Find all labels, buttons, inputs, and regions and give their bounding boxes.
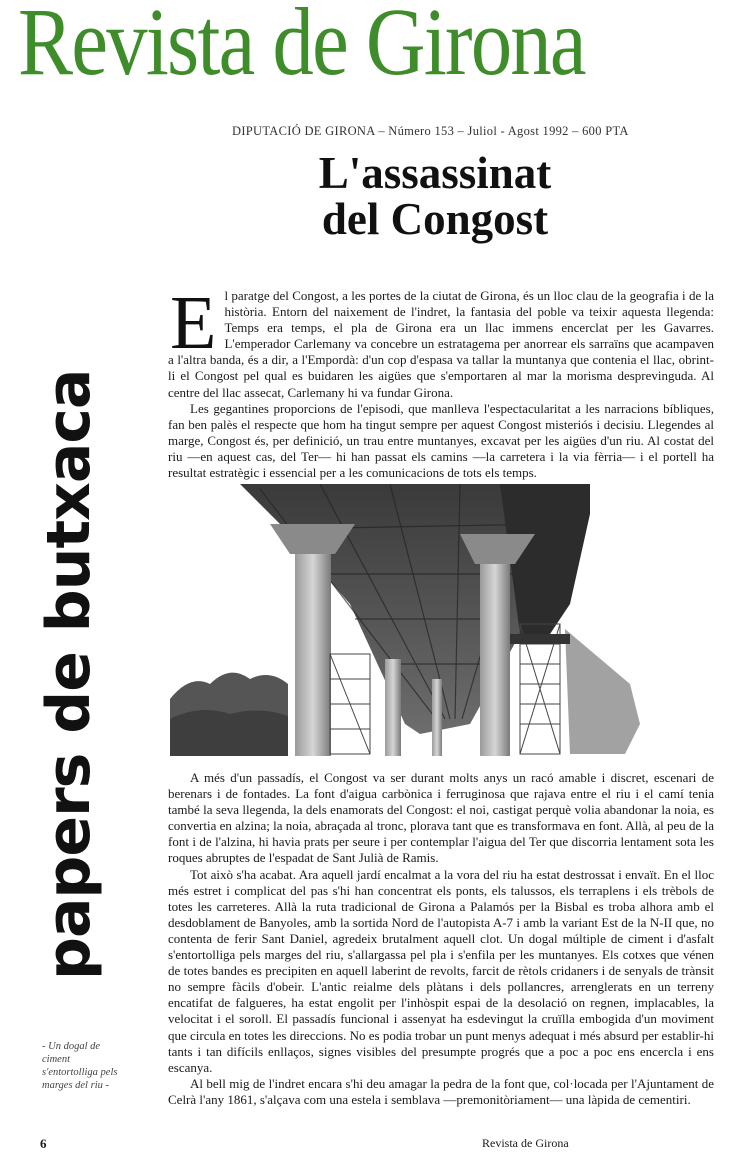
drop-cap: E [170, 281, 217, 365]
article-paragraph: Tot això s'ha acabat. Ara aquell jardí encalmat a la vora del riu ha estat destrossat i envaït. En el lloc més estret i complicat del pas s'hi han concentrat els ponts, els talussos, els terraplens i els trèbols de totes les carreteres. Allà la ruta tradicional de Girona a Palamós per la Bisbal es troba alhora amb el desdoblament de Banyoles, amb la sortida Nord de l'autopista A-7 i amb la variant Est de la N-II que, no contenta de ferir Sant Daniel, agredeix brutalment aquell clot. Un dogal múltiple de ciment i d'asfalt s'entortolliga pels marges del riu, s'allargassa pel pla i s'enfila per les muntanyes. Els cotxes que vénen de totes bandes es precipiten en aquell laberint de revolts, farcit de rètols cridaners i de senyals de trànsit no sempre fàcils d'obeir. L'antic reialme dels plàtans i dels pollancres, arrenglerats en un terreny encatifat de falgueres, ha estat engolit per l'inhòspit espai de la desolació on regnen, implacables, la velocitat i el soroll. El passadís funcional i assenyat ha esdevingut la cruïlla embogida d'un moviment que circula en totes les direccions. No es podia trobar un punt menys adequat i més absurd per establir-hi tants i tan difícils enllaços, signes visibles del presumpte progrés que a poc a poc ens encercla i ens escanya. [168, 866, 714, 1075]
footer-magazine-name: Revista de Girona [482, 1136, 569, 1150]
article-body-top [168, 281, 714, 481]
paragraph-text: l paratge del Congost, a les portes de la ciutat de Girona, és un lloc clau de la geografia i de la història. Entorn del naixement de l'indret, la fantasia del poble va teixir aquesta llegenda: Temps era temps, el pla de Girona era un llac immens encerclat per les Gavarres. L'emperador Carlemany va concebre un estratagema per anorrear els sarraïns que acampaven a l'altra banda, és a dir, a l'Empordà: d'un cop d'espasa va tallar la muntanya que contenia el llac, obrint-li el Congost pel qual es buidaren les aigües que s'emportaren al mar la morisma desprevinguda. Al centre del llac assecat, Carlemany hi va fundar Girona. [168, 288, 714, 400]
section-title: papers de butxaca [34, 369, 104, 980]
article-paragraph [168, 281, 714, 401]
headline [270, 150, 600, 242]
article-paragraph: Les gegantines proporcions de l'episodi, que manlleva l'espectacularitat a les narracions bíbliques, fan ben palès el respecte que hom ha tingut sempre per aquest Congost misteriós i decisiu. Llegendes al marge, Congost és, per definició, un trau entre muntanyes, excavat per les aigües d'un riu. Al costat del riu —en aquest cas, del Ter— hi han passat els camins —la carretera i la via fèrria— i el portell ha resultat estratègic i essencial per a les comunicacions de tots els temps. [168, 400, 714, 481]
headline-line-1: L'assassinat [318, 148, 552, 198]
page-number: 6 [40, 1136, 47, 1151]
issue-line: DIPUTACIÓ DE GIRONA – Número 153 – Juliol - Agost 1992 – 600 PTA [232, 124, 629, 138]
masthead: Revista de Girona [18, 0, 585, 95]
headline-line-2: del Congost [321, 194, 549, 244]
bridge-photo [170, 484, 650, 756]
article-paragraph: Al bell mig de l'indret encara s'hi deu amagar la pedra de la font que, col·locada per l'Ajuntament de Celrà l'any 1861, s'alçava com una estela i semblava —premonitòriament— una làpida de cementiri. [168, 1075, 714, 1107]
article-body-bottom [168, 770, 714, 1108]
article-paragraph: A més d'un passadís, el Congost va ser durant molts anys un racó amable i discret, escenari de berenars i de fontades. La font d'aigua carbònica i ferruginosa que rajava entre el riu i el camí tenia també la seva llegenda, la dels enamorats del Congost: el noi, castigat perquè volia abandonar la noia, es convertia en alzina; la noia, abraçada al tronc, plorava tant que es transformava en font. Allà, al peu de la font i de l'alzina, hi havia prats per seure i per contemplar l'aigua del Ter que discorria lentament sota les roques abruptes de l'espadat de Sant Julià de Ramis. [168, 770, 714, 866]
photo-caption: - Un dogal de ciment s'entortolliga pels marges del riu - [42, 1041, 118, 1091]
